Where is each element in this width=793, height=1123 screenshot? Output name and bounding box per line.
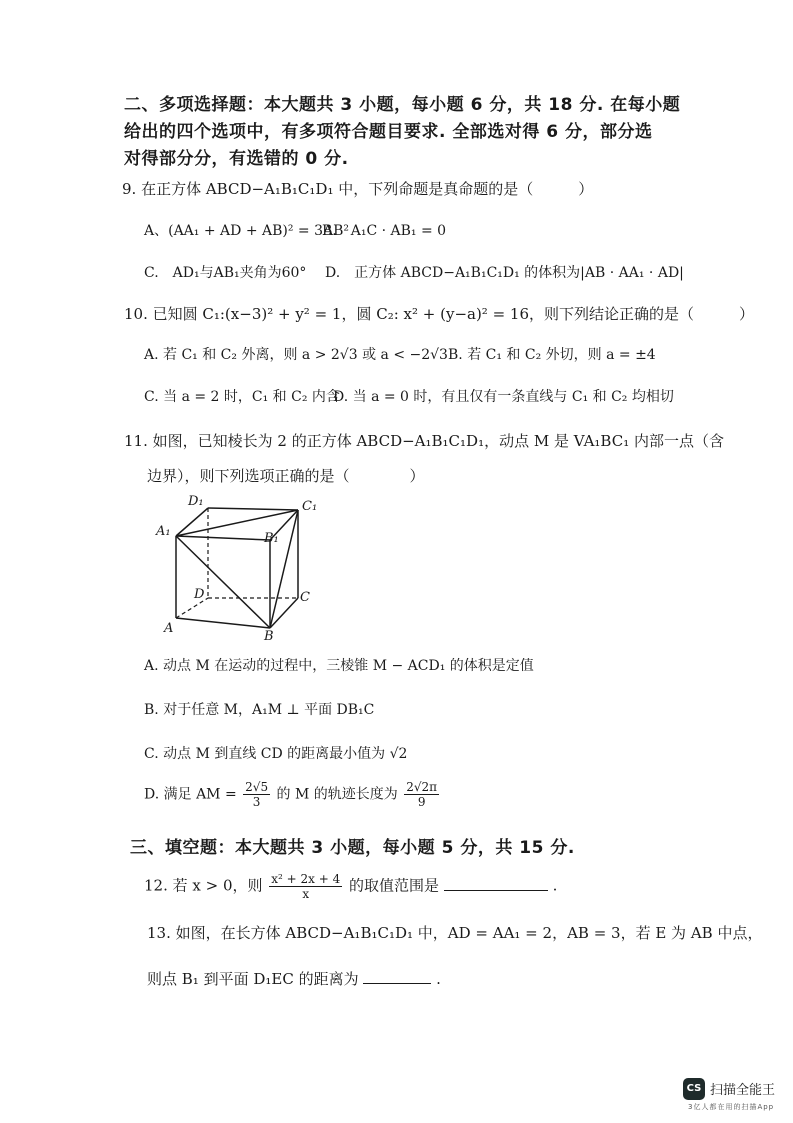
q11-option-c: C. 动点 M 到直线 CD 的距离最小值为 √2 (144, 746, 408, 762)
q12-line (144, 872, 557, 901)
q11-d-fraction2 (404, 780, 439, 809)
edge-a1d1 (176, 508, 208, 536)
segment-a1c1 (176, 510, 298, 536)
q11-d-frac2-den: 9 (417, 795, 426, 809)
q13-line1: 13. 如图，在长方体 ABCD−A₁B₁C₁D₁ 中，AD = AA₁ = 2，AB = 3，若 E 为 AB 中点， (147, 924, 763, 942)
segment-bc1 (270, 510, 298, 628)
camscanner-name: 扫描全能王 (710, 1083, 776, 1098)
q10-stem: 10. 已知圆 C₁:(x−3)² + y² = 1，圆 C₂: x² + (y−a)² = 16，则下列结论正确的是（ ） (124, 305, 755, 323)
q9-option-a: A、(AA₁ + AD + AB)² = 3AB² (144, 223, 350, 239)
q12-frac-num: x² + 2x + 4 (271, 872, 341, 886)
label-b: B (264, 629, 274, 640)
q11-option-b: B. 对于任意 M，A₁M ⊥ 平面 DB₁C (144, 702, 375, 718)
label-b1: B₁ (264, 531, 279, 546)
section2-heading-line1: 二、多项选择题：本大题共 3 小题，每小题 6 分，共 18 分. 在每小题 (124, 95, 681, 115)
q10-option-d: D. 当 a = 0 时，有且仅有一条直线与 C₁ 和 C₂ 均相切 (333, 389, 674, 405)
section3-heading: 三、填空题：本大题共 3 小题，每小题 5 分，共 15 分. (130, 838, 575, 858)
q11-d-prefix: D. 满足 AM = (144, 786, 237, 803)
q13-line2-text: 则点 B₁ 到平面 D₁EC 的距离为 (147, 970, 359, 988)
q12-suffix: 的取值范围是 (349, 876, 440, 895)
q11-d-frac1-den: 3 (252, 795, 261, 809)
section2-heading-line3: 对得部分分，有选错的 0 分. (124, 149, 349, 169)
q10-option-a: A. 若 C₁ 和 C₂ 外离，则 a > 2√3 或 a < −2√3 (144, 347, 448, 363)
q11-d-frac1-num: 2√5 (245, 780, 269, 794)
label-c: C (300, 590, 310, 605)
label-a1: A₁ (156, 524, 171, 539)
q12-end: . (552, 876, 558, 895)
section2-heading-line2: 给出的四个选项中，有多项符合题目要求. 全部选对得 6 分，部分选 (124, 122, 653, 142)
q11-option-a: A. 动点 M 在运动的过程中，三棱锥 M − ACD₁ 的体积是定值 (144, 658, 534, 674)
edge-a1b1 (176, 536, 270, 540)
q11-d-middle: 的 M 的轨迹长度为 (276, 786, 398, 803)
q11-option-d (144, 780, 441, 809)
q9-stem: 9. 在正方体 ABCD−A₁B₁C₁D₁ 中，下列命题是真命题的是（ ） (122, 180, 594, 198)
q9-option-b: B. A₁C · AB₁ = 0 (322, 223, 447, 239)
q9-option-c: C. AD₁与AB₁夹角为60° (144, 265, 307, 281)
q10-option-c: C. 当 a = 2 时，C₁ 和 C₂ 内含 (144, 389, 340, 405)
label-d1: D₁ (188, 494, 204, 509)
q11-stem-line1: 11. 如图，已知棱长为 2 的正方体 ABCD−A₁B₁C₁D₁，动点 M 是 VA₁BC₁ 内部一点（含 (124, 432, 724, 450)
q11-d-frac2-num: 2√2π (406, 780, 438, 794)
camscanner-logo: CS (683, 1078, 705, 1100)
q10-option-b: B. 若 C₁ 和 C₂ 外切，则 a = ±4 (448, 347, 656, 363)
edge-ab (176, 618, 270, 628)
q12-frac-den: x (302, 887, 310, 901)
q11-d-fraction1 (243, 780, 270, 809)
q13-line2 (147, 968, 441, 989)
label-c1: C₁ (302, 499, 318, 514)
q11-stem-line2: 边界），则下列选项正确的是（ ） (147, 467, 425, 485)
label-a: A (164, 621, 174, 636)
segment-a1b (176, 536, 270, 628)
q12-prefix: 12. 若 x > 0，则 (144, 876, 263, 895)
camscanner-tagline: 3亿人都在用的扫描App (688, 1103, 775, 1111)
q9-option-d: D. 正方体 ABCD−A₁B₁C₁D₁ 的体积为|AB · AA₁ · AD| (325, 265, 684, 281)
q12-answer-blank[interactable] (444, 876, 548, 891)
q13-answer-blank[interactable] (363, 969, 431, 984)
q12-fraction (269, 872, 342, 901)
edge-d1c1 (208, 508, 298, 510)
label-d: D (194, 587, 205, 602)
q13-end: . (436, 970, 441, 988)
cube-figure (150, 490, 330, 640)
